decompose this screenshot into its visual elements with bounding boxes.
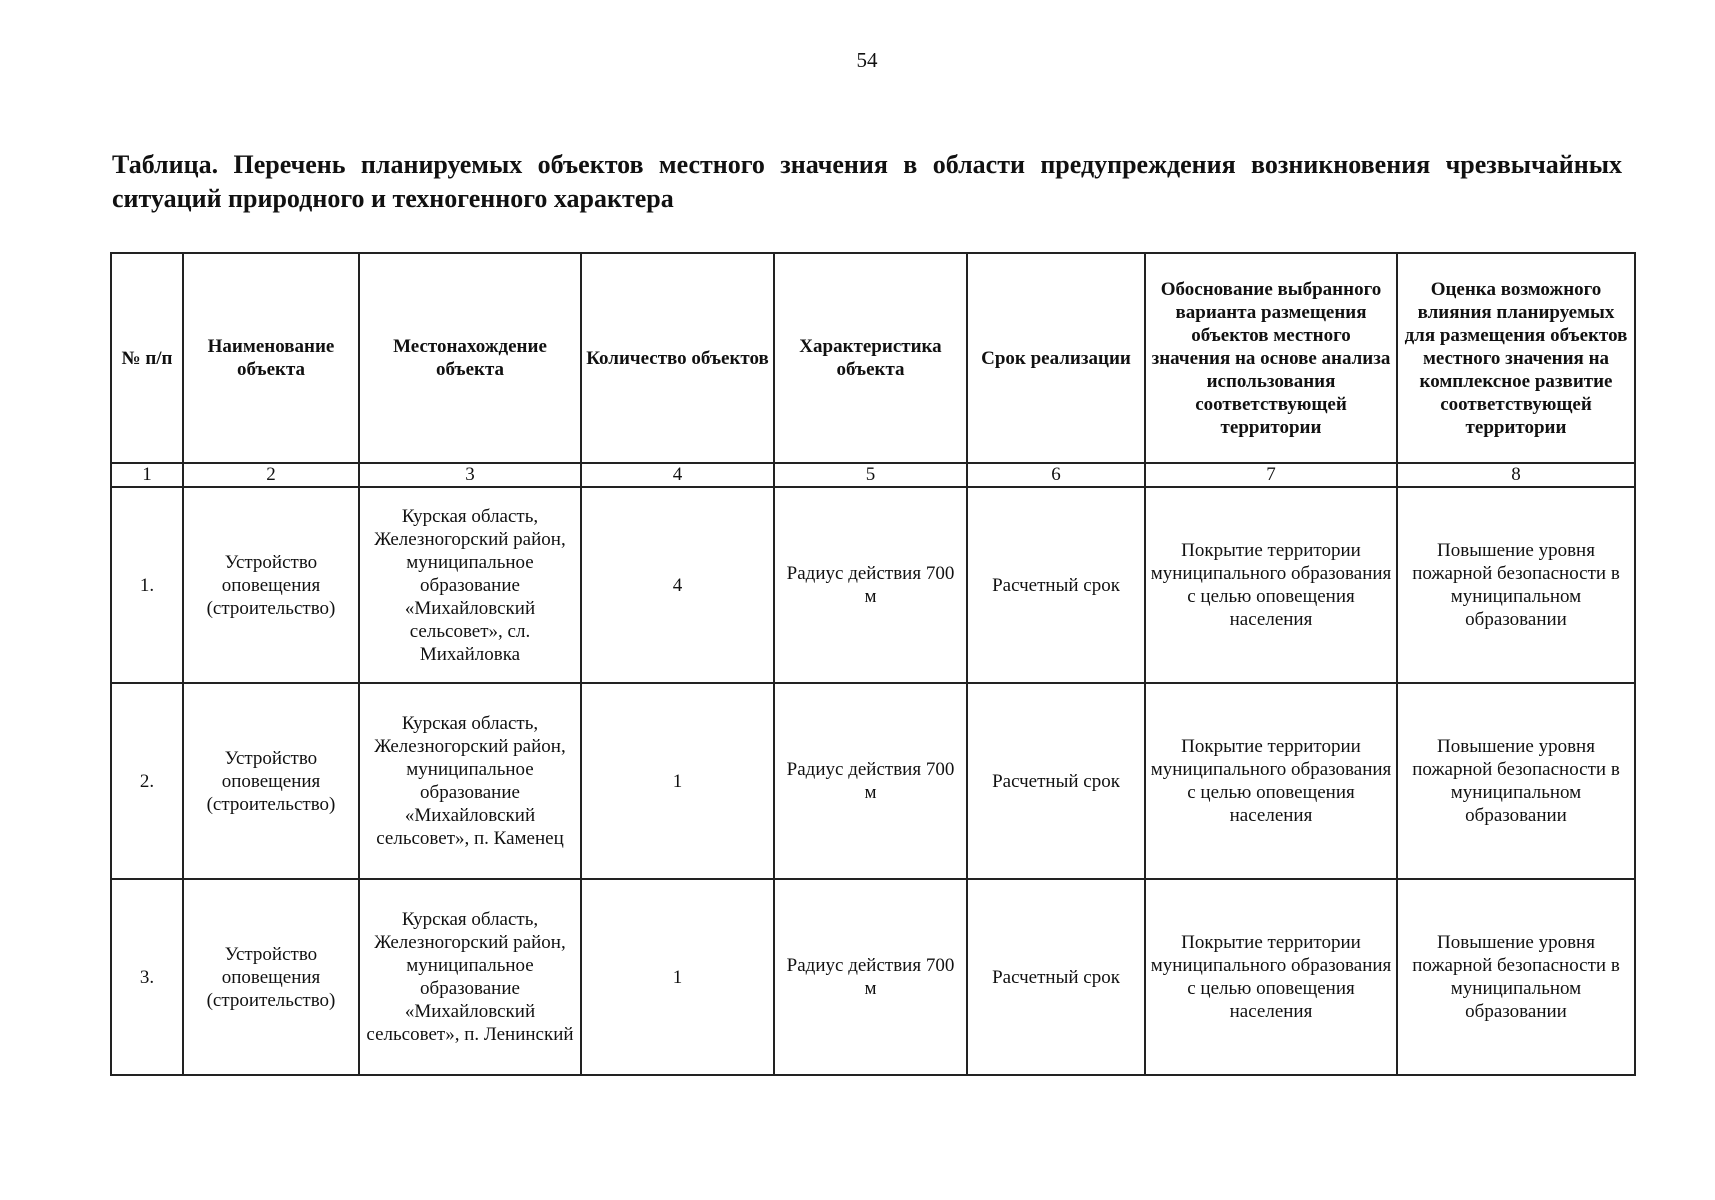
table-title: Таблица. Перечень планируемых объектов местного значения в области предупреждения возникновения чрезвычайных ситуаций природного и техногенного характера	[112, 150, 1622, 213]
column-number: 3	[359, 463, 581, 487]
implementation-term: Расчетный срок	[967, 879, 1145, 1075]
table-row	[111, 879, 1635, 1075]
header-justification: Обоснование выбранного варианта размещения объектов местного значения на основе анализа использования соответствующей территории	[1145, 253, 1397, 463]
header-name: Наименование объекта	[183, 253, 359, 463]
column-numbers-row	[111, 463, 1635, 487]
object-count: 4	[581, 487, 774, 683]
row-number: 2.	[111, 683, 183, 879]
placement-justification: Покрытие территории муниципального образования с целью оповещения населения	[1145, 683, 1397, 879]
placement-justification: Покрытие территории муниципального образования с целью оповещения населения	[1145, 879, 1397, 1075]
table-row	[111, 683, 1635, 879]
row-number: 3.	[111, 879, 183, 1075]
object-characteristic: Радиус действия 700 м	[774, 879, 967, 1075]
column-number: 8	[1397, 463, 1635, 487]
header-characteristic: Характеристика объекта	[774, 253, 967, 463]
object-count: 1	[581, 683, 774, 879]
header-impact: Оценка возможного влияния планируемых для размещения объектов местного значения на комплексное развитие соответствующей территории	[1397, 253, 1635, 463]
implementation-term: Расчетный срок	[967, 683, 1145, 879]
placement-justification: Покрытие территории муниципального образования с целью оповещения населения	[1145, 487, 1397, 683]
header-term: Срок реализации	[967, 253, 1145, 463]
row-number: 1.	[111, 487, 183, 683]
column-number: 4	[581, 463, 774, 487]
object-name: Устройство оповещения (строительство)	[183, 879, 359, 1075]
object-count: 1	[581, 879, 774, 1075]
header-count: Количество объектов	[581, 253, 774, 463]
object-name: Устройство оповещения (строительство)	[183, 487, 359, 683]
object-name: Устройство оповещения (строительство)	[183, 683, 359, 879]
column-number: 2	[183, 463, 359, 487]
impact-assessment: Повышение уровня пожарной безопасности в муниципальном образовании	[1397, 487, 1635, 683]
object-location: Курская область, Железногорский район, муниципальное образование «Михайловский сельсовет», сл. Михайловка	[359, 487, 581, 683]
header-number: № п/п	[111, 253, 183, 463]
table-row	[111, 487, 1635, 683]
object-location: Курская область, Железногорский район, муниципальное образование «Михайловский сельсовет», п. Ленинский	[359, 879, 581, 1075]
page-number: 54	[856, 48, 878, 72]
object-location: Курская область, Железногорский район, муниципальное образование «Михайловский сельсовет», п. Каменец	[359, 683, 581, 879]
column-number: 7	[1145, 463, 1397, 487]
object-characteristic: Радиус действия 700 м	[774, 487, 967, 683]
header-location: Местонахождение объекта	[359, 253, 581, 463]
column-number: 6	[967, 463, 1145, 487]
impact-assessment: Повышение уровня пожарной безопасности в муниципальном образовании	[1397, 879, 1635, 1075]
implementation-term: Расчетный срок	[967, 487, 1145, 683]
impact-assessment: Повышение уровня пожарной безопасности в муниципальном образовании	[1397, 683, 1635, 879]
object-characteristic: Радиус действия 700 м	[774, 683, 967, 879]
header-row	[111, 253, 1635, 463]
column-number: 5	[774, 463, 967, 487]
column-number: 1	[111, 463, 183, 487]
objects-table	[110, 252, 1636, 1076]
